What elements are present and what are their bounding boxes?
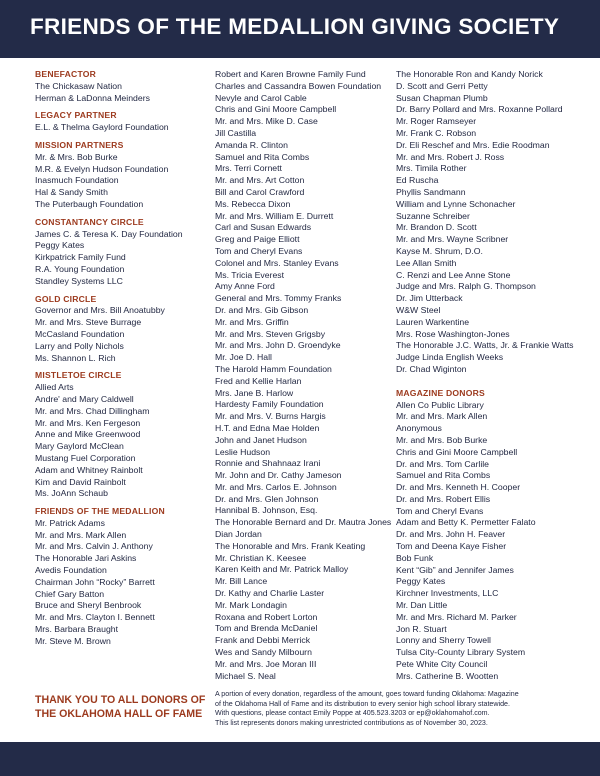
donor-name: Mr. and Mrs. Ken Fergeson [35, 417, 141, 428]
donor-name: Dr. Barry Pollard and Mrs. Roxanne Pollard [396, 104, 563, 115]
donor-name: Judge Linda English Weeks [396, 352, 504, 363]
donor-name: The Puterbaugh Foundation [35, 198, 144, 209]
donor-name: Ed Ruscha [396, 175, 439, 186]
donor-name: Dr. Kathy and Charlie Laster [215, 588, 325, 599]
donor-name: Chris and Gini Moore Campbell [396, 446, 518, 457]
donor-name: Mary Gaylord McClean [35, 441, 124, 452]
section-heading: BENEFACTOR [35, 69, 97, 79]
donor-name: Mr. and Mrs. Mike D. Case [215, 116, 318, 127]
donor-name: Nevyle and Carol Cable [215, 92, 307, 103]
donor-name: Amanda R. Clinton [215, 139, 288, 150]
donor-name: Peggy Kates [35, 240, 85, 251]
section-spacer [396, 376, 596, 382]
donor-name: Ms. Rebecca Dixon [215, 198, 291, 209]
donor-name: D. Scott and Gerri Petty [396, 80, 488, 91]
donor-name: Phyllis Sandmann [396, 186, 466, 197]
section-heading: FRIENDS OF THE MEDALLION [35, 506, 165, 517]
donor-name: Larry and Polly Nichols [35, 340, 124, 351]
donor-name: Dian Jordan [215, 529, 262, 540]
donor-name: Mr. Christian K. Keesee [215, 552, 307, 563]
donor-name: Lauren Warkentine [396, 316, 470, 327]
donor-name: Mr. and Mrs. William E. Durrett [215, 210, 334, 221]
donor-column-2 [215, 69, 393, 682]
donor-name: Mr. and Mrs. Calvin J. Anthony [35, 541, 153, 552]
thank-you-message [35, 693, 215, 721]
donor-name: Mr. and Mrs. Carlos E. Johnson [215, 481, 337, 492]
donor-name: Lonny and Sherry Towell [396, 635, 491, 646]
donor-name: Leslie Hudson [215, 446, 271, 457]
donor-name: Dr. Eli Reschef and Mrs. Edie Roodman [396, 139, 550, 150]
donor-name: Mrs. Catherine B. Wootten [396, 670, 499, 681]
donor-name: William and Lynne Schonacher [396, 198, 516, 209]
donor-name: Herman & LaDonna Meinders [35, 92, 150, 103]
donor-name: Mr. and Mrs. Wayne Scribner [396, 234, 509, 245]
donor-name: Tom and Brenda McDaniel [215, 623, 318, 634]
donor-name: Mrs. Rose Washington-Jones [396, 328, 510, 339]
donor-name: Mr. Joe D. Hall [215, 352, 272, 363]
donor-name: General and Mrs. Tommy Franks [215, 293, 342, 304]
donor-name: The Honorable Jari Askins [35, 553, 137, 564]
donor-name: Bill and Carol Crawford [215, 186, 305, 197]
donor-name: Pete White City Council [396, 659, 488, 670]
donor-name: The Honorable and Mrs. Frank Keating [215, 540, 366, 551]
donor-name: Mr. John and Dr. Cathy Jameson [215, 470, 342, 481]
donor-name: Hannibal B. Johnson, Esq. [215, 505, 318, 516]
donor-name: Chris and Gini Moore Campbell [215, 104, 337, 115]
donor-column-1 [35, 69, 213, 648]
donor-name: Mr. and Mrs. Chad Dillingham [35, 405, 150, 416]
donor-name: Jon R. Stuart [396, 623, 447, 634]
donor-name: Tom and Cheryl Evans [215, 245, 303, 256]
donor-name: Dr. and Mrs. Glen Johnson [215, 493, 319, 504]
donor-name: Mr. and Mrs. Steven Grigsby [215, 328, 326, 339]
section-heading: CONSTANTANCY CIRCLE [35, 216, 144, 227]
footnote [215, 690, 585, 728]
donor-name: James C. & Teresa K. Day Foundation [35, 228, 183, 239]
donor-name: Karen Keith and Mr. Patrick Malloy [215, 564, 349, 575]
donor-name: Colonel and Mrs. Stanley Evans [215, 257, 339, 268]
donor-name: Mr. Patrick Adams [35, 517, 105, 528]
donor-name: Kim and David Rainbolt [35, 476, 126, 487]
donor-name: Mr. Dan Little [396, 600, 448, 611]
donor-name: Bruce and Sheryl Benbrook [35, 600, 142, 611]
donor-name: E.L. & Thelma Gaylord Foundation [35, 122, 169, 133]
donor-name: Anonymous [396, 423, 442, 434]
donor-name: Mr. and Mrs. Mark Allen [35, 529, 127, 540]
donor-name: Michael S. Neal [215, 670, 276, 681]
donor-name: Chief Gary Batton [35, 588, 105, 599]
donor-name: Robert and Karen Browne Family Fund [215, 69, 366, 79]
donor-name: Ms. JoAnn Schaub [35, 488, 108, 499]
donor-name: Hardesty Family Foundation [215, 399, 324, 410]
donor-name: Mr. and Mrs. V. Burns Hargis [215, 411, 326, 422]
donor-name: Adam and Whitney Rainbolt [35, 464, 143, 475]
donor-name: Dr. and Mrs. Gib Gibson [215, 304, 309, 315]
donor-name: Mrs. Jane B. Harlow [215, 387, 294, 398]
donor-name: Mr. and Mrs. Robert J. Ross [396, 151, 505, 162]
donor-name: The Chickasaw Nation [35, 80, 122, 91]
donor-name: Dr. and Mrs. John H. Feaver [396, 529, 506, 540]
donor-name: Mrs. Timila Rother [396, 163, 467, 174]
section-heading: GOLD CIRCLE [35, 293, 97, 304]
donor-name: M.R. & Evelyn Hudson Foundation [35, 163, 169, 174]
footnote-line-1: A portion of every donation, regardless of the amount, goes toward funding Oklahoma: Magazine [215, 690, 519, 698]
footnote-line-3: With questions, please contact Emily Poppe at 405.523.3203 or ep@oklahomahof.com. [215, 709, 490, 717]
donor-name: Kayse M. Shrum, D.O. [396, 245, 483, 256]
footnote-line-2: of the Oklahoma Hall of Fame and its distribution to every senior high school library statewide. [215, 699, 510, 708]
footnote-line-4: This list represents donors making unrestricted contributions as of November 30, 2023. [215, 718, 488, 727]
donor-name: Mr. Frank C. Robson [396, 127, 477, 138]
donor-name: Mr. and Mrs. John D. Groendyke [215, 340, 341, 351]
donor-name: Allied Arts [35, 382, 74, 393]
donor-name: The Honorable Ron and Kandy Norick [396, 69, 543, 79]
donor-name: Standley Systems LLC [35, 275, 123, 286]
thank-you-line-2: THE OKLAHOMA HALL OF FAME [35, 708, 203, 720]
donor-name: Adam and Betty K. Permetter Falato [396, 517, 536, 528]
donor-name: Amy Anne Ford [215, 281, 275, 292]
donor-name: Peggy Kates [396, 576, 446, 587]
donor-name: Kirkpatrick Family Fund [35, 252, 126, 263]
donor-name: Tom and Deena Kaye Fisher [396, 541, 507, 552]
donor-name: R.A. Young Foundation [35, 263, 125, 274]
donor-name: Dr. and Mrs. Kenneth H. Cooper [396, 482, 521, 493]
donor-name: Mr. & Mrs. Bob Burke [35, 151, 118, 162]
donor-name: The Honorable J.C. Watts, Jr. & Frankie Watts [396, 340, 574, 351]
donor-name: Mustang Fuel Corporation [35, 452, 136, 463]
donor-name: Lee Allan Smith [396, 257, 457, 268]
donor-name: Allen Co Public Library [396, 399, 484, 410]
donor-name: Jill Castilla [215, 127, 257, 138]
donor-name: Bob Funk [396, 552, 434, 563]
donor-name: Dr. Jim Utterback [396, 293, 463, 304]
donor-name: Roxana and Robert Lorton [215, 611, 318, 622]
donor-name: Susan Chapman Plumb [396, 92, 488, 103]
donor-name: W&W Steel [396, 304, 441, 315]
donor-name: Ronnie and Shahnaaz Irani [215, 458, 321, 469]
donor-name: Governor and Mrs. Bill Anoatubby [35, 305, 165, 316]
donor-name: Mr. Roger Ramseyer [396, 116, 477, 127]
donor-name: The Honorable Bernard and Dr. Mautra Jones [215, 517, 392, 528]
donor-name: Mr. Mark Londagin [215, 599, 287, 610]
donor-name: Mr. and Mrs. Art Cotton [215, 175, 305, 186]
donor-name: Ms. Tricia Everest [215, 269, 285, 280]
donor-name: Kirchner Investments, LLC [396, 588, 499, 599]
donor-name: Samuel and Rita Combs [396, 470, 491, 481]
donor-name: Frank and Debbi Merrick [215, 635, 311, 646]
donor-name: Inasmuch Foundation [35, 175, 119, 186]
donor-name: Greg and Paige Elliott [215, 234, 300, 245]
section-heading: MAGAZINE DONORS [396, 387, 485, 398]
donor-name: Mr. Bill Lance [215, 576, 268, 587]
donor-name: Mr. Steve M. Brown [35, 635, 111, 646]
donor-name: Chairman John “Rocky” Barrett [35, 576, 155, 587]
donor-name: Tulsa City-County Library System [396, 647, 526, 658]
donor-name: Mrs. Terri Cornett [215, 163, 282, 174]
donor-name: Dr. and Mrs. Robert Ellis [396, 493, 491, 504]
donor-name: Judge and Mrs. Ralph G. Thompson [396, 281, 536, 292]
donor-name: Kent “Gib” and Jennifer James [396, 564, 514, 575]
section-heading: MISTLETOE CIRCLE [35, 370, 122, 381]
donor-name: Mr. and Mrs. Steve Burrage [35, 317, 142, 328]
donor-name: The Harold Hamm Foundation [215, 363, 332, 374]
donor-name: Suzanne Schreiber [396, 210, 470, 221]
donor-name: Wes and Sandy Milbourn [215, 647, 312, 658]
donor-column-3 [396, 69, 596, 683]
donor-name: Mr. Brandon D. Scott [396, 222, 477, 233]
section-heading: MISSION PARTNERS [35, 139, 124, 150]
donor-name: Samuel and Rita Combs [215, 151, 310, 162]
donor-name: Avedis Foundation [35, 565, 107, 576]
donor-name: Dr. Chad Wiginton [396, 363, 467, 374]
donor-name: Mrs. Barbara Braught [35, 624, 119, 635]
donor-name: Carl and Susan Edwards [215, 222, 312, 233]
donor-name: Andre' and Mary Caldwell [35, 393, 134, 404]
donor-name: C. Renzi and Lee Anne Stone [396, 269, 511, 280]
thank-you-line-1: THANK YOU TO ALL DONORS OF [35, 694, 206, 706]
donor-name: Mr. and Mrs. Griffin [215, 316, 289, 327]
donor-name: Mr. and Mrs. Bob Burke [396, 434, 488, 445]
donor-name: Mr. and Mrs. Joe Moran III [215, 658, 317, 669]
footer-band [0, 742, 600, 776]
donor-name: Mr. and Mrs. Clayton I. Bennett [35, 612, 155, 623]
donor-name: Dr. and Mrs. Tom Carlile [396, 458, 490, 469]
donor-name: Tom and Cheryl Evans [396, 505, 484, 516]
donor-name: Fred and Kellie Harlan [215, 375, 302, 386]
page-title: FRIENDS OF THE MEDALLION GIVING SOCIETY [30, 14, 560, 39]
donor-name: Mr. and Mrs. Mark Allen [396, 411, 488, 422]
donor-name: Anne and Mike Greenwood [35, 429, 141, 440]
donor-name: Ms. Shannon L. Rich [35, 352, 116, 363]
donor-name: Charles and Cassandra Bowen Foundation [215, 80, 382, 91]
donor-name: Mr. and Mrs. Richard M. Parker [396, 611, 517, 622]
donor-name: McCasland Foundation [35, 328, 125, 339]
section-heading: LEGACY PARTNER [35, 110, 117, 121]
donor-name: John and Janet Hudson [215, 434, 307, 445]
donor-name: H.T. and Edna Mae Holden [215, 422, 320, 433]
donor-name: Hal & Sandy Smith [35, 187, 108, 198]
